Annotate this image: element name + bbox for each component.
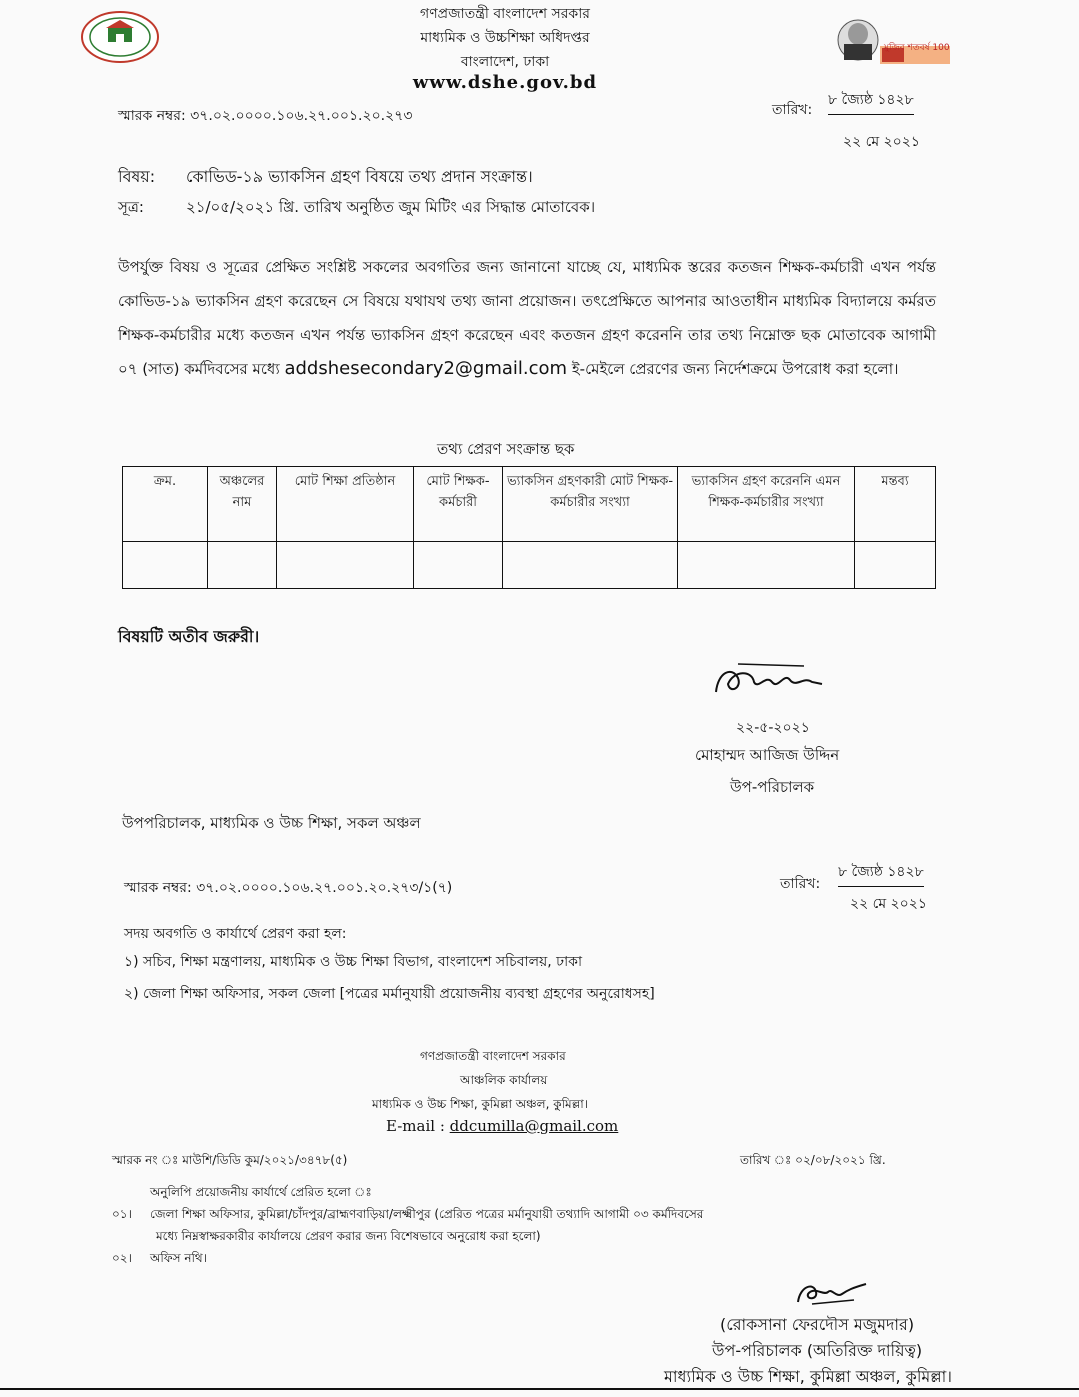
regional-item1-line2: মধ্যে নিম্নস্বাক্ষরকারীর কার্যালয়ে প্রেরণ করার জন্য বিশেষভাবে অনুরোধ করা হলো) [156,1229,541,1243]
regional-address: মাধ্যমিক ও উচ্চ শিক্ষা, কুমিল্লা অঞ্চল, কুমিল্লা। [372,1097,589,1111]
signature-2 [792,1276,872,1308]
signatory2-name: (রোকসানা ফেরদৌস মজুমদার) [720,1315,915,1334]
header-gov-line: গণপ্রজাতন্ত্রী বাংলাদেশ সরকার [420,6,590,22]
memo2-number: স্মারক নম্বর: ৩৭.০২.০০০০.১০৬.২৭.০০১.২০.২৭৩/১(৭) [124,880,453,896]
regional-email: ddcumilla@gmail.com [449,1117,619,1135]
reference-text: ২১/০৫/২০২১ খ্রি. তারিখ অনুষ্ঠিত জুম মিটিং এর সিদ্ধান্ত মোতাবেক। [186,198,596,216]
signatory2-office: মাধ্যমিক ও উচ্চ শিক্ষা, কুমিল্লা অঞ্চল, কুমিল্লা। [664,1367,953,1386]
header-dept-line: মাধ্যমিক ও উচ্চশিক্ষা অধিদপ্তর [420,30,590,46]
col-vaccinated: ভ্যাকসিন গ্রহণকারী মোট শিক্ষক-কর্মচারীর সংখ্যা [503,467,678,542]
memo-date-english: ২২ মে ২০২১ [843,134,920,150]
body-email: addshesecondary2@gmail.com [284,358,568,379]
table-cell [208,542,277,589]
col-total-staff: মোট শিক্ষক-কর্মচারী [414,467,503,542]
col-region: অঞ্চলের নাম [208,467,277,542]
regional-copy-intro: অনুলিপি প্রয়োজনীয় কার্যার্থে প্রেরিত হলো ঃ [150,1185,372,1199]
info-table [122,466,936,589]
table-title: তথ্য প্রেরণ সংক্রান্ত ছক [437,440,575,458]
regional-gov-line: গণপ্রজাতন্ত্রী বাংলাদেশ সরকার [420,1049,566,1063]
signature-1 [708,654,828,704]
logo-text: মুজিব শতবর্ষ 100 [884,43,950,53]
header-place-line: বাংলাদেশ, ঢাকা [460,54,550,70]
regional-item1-no: ০১। [112,1207,132,1221]
col-remarks: মন্তব্য [855,467,936,542]
mujib-borsho-logo [828,10,952,70]
dshe-logo [80,10,160,64]
signatory1-title: উপ-পরিচালক [730,778,815,796]
table-header-row [123,467,936,542]
memo2-copy-2: ২) জেলা শিক্ষা অফিসার, সকল জেলা [পত্রের মর্মানুযায়ী প্রয়োজনীয় ব্যবস্থা গ্রহণের অনুরোধসহ] [124,986,655,1002]
reference-label: সূত্র: [118,198,144,216]
regional-item1-line1: জেলা শিক্ষা অফিসার, কুমিল্লা/চাঁদপুর/ব্রাহ্মণবাড়িয়া/লক্ষ্মীপুর (প্রেরিত পত্রের মর্মানুযায়ী তথ্যাদি আগামী ০৩ কর্মদিবসের [150,1207,704,1221]
col-institutions: মোট শিক্ষা প্রতিষ্ঠান [277,467,414,542]
memo2-copy-1: ১) সচিব, শিক্ষা মন্ত্রণালয়, মাধ্যমিক ও উচ্চ শিক্ষা বিভাগ, বাংলাদেশ সচিবালয়, ঢাকা [124,954,583,970]
memo-date-bangla: ৮ জ্যৈষ্ঠ ১৪২৮ [828,88,914,115]
table-cell [678,542,855,589]
regional-date: তারিখ ঃ ০২/০৮/২০২১ খ্রি. [740,1153,886,1167]
urgent-note: বিষয়টি অতীব জরুরী। [118,627,260,646]
header-website: www.dshe.gov.bd [412,72,598,93]
memo2-date-label: তারিখ: [780,876,821,892]
subject-label: বিষয়: [118,167,156,186]
subject-text: কোভিড-১৯ ভ্যাকসিন গ্রহণ বিষয়ে তথ্য প্রদান সংক্রান্ত। [186,167,533,186]
memo-number: স্মারক নম্বর: ৩৭.০২.০০০০.১০৬.২৭.০০১.২০.২৭৩ [118,108,413,124]
regional-office: আঞ্চলিক কার্যালয় [460,1073,548,1087]
signatory1-date: ২২-৫-২০২১ [736,720,810,736]
col-not-vaccinated: ভ্যাকসিন গ্রহণ করেননি এমন শিক্ষক-কর্মচারীর সংখ্যা [678,467,855,542]
table-cell [855,542,936,589]
table-cell [503,542,678,589]
regional-item2-no: ০২। [112,1251,132,1265]
table-cell [414,542,503,589]
signatory1-name: মোহাম্মদ আজিজ উদ্দিন [695,746,840,764]
regional-email-line: E-mail : ddcumilla@gmail.com [386,1117,619,1135]
table-cell [123,542,208,589]
memo2-date-bangla: ৮ জ্যৈষ্ঠ ১৪২৮ [838,860,924,887]
memo2-date-english: ২২ মে ২০২১ [850,896,927,912]
regional-item2: অফিস নথি। [150,1251,207,1265]
body-paragraph: উপর্যুক্ত বিষয় ও সূত্রের প্রেক্ষিত সংশ্লিষ্ট সকলের অবগতির জন্য জানানো যাচ্ছে যে, মাধ্যমিক স্তরের কতজন শিক্ষক-কর্মচারী এখন পর্যন্ত কোভিড-১৯ ভ্যাকসিন গ্রহণ করেছেন সে বিষয়ে যথাযথ তথ্য জানা প্রয়োজন। তৎপ্রেক্ষিতে আপনার আওতাধীন মাধ্যমিক বিদ্যালয়ে কর্মরত শিক্ষক-কর্মচারীর মধ্যে কতজন এখন পর্যন্ত ভ্যাকসিন গ্রহণ করেছেন এবং কতজন গ্রহণ করেননি তার তথ্য নিম্নোক্ত ছক মোতাবেক আগামী ০৭ (সাত) কর্মদিবসের মধ্যে addshesecondary2@gmail.com ই-মেইলে প্রেরণের জন্য নির্দেশক্রমে উপরোধ করা হলো। [118,258,936,379]
memo-date-label: তারিখ: [772,102,813,118]
regional-memo-no: স্মারক নং ঃ মাউশি/ডিডি কুম/২০২১/৩৪৭৮(৫) [112,1153,348,1167]
recipient: উপপরিচালক, মাধ্যমিক ও উচ্চ শিক্ষা, সকল অঞ্চল [122,814,421,832]
signatory2-title: উপ-পরিচালক (অতিরিক্ত দায়িত্ব) [712,1341,923,1360]
col-serial: ক্রম. [123,467,208,542]
memo2-copy-intro: সদয় অবগতি ও কার্যার্থে প্রেরণ করা হল: [124,926,347,942]
table-cell [277,542,414,589]
bottom-rule [0,1388,1079,1390]
table-row [123,542,936,589]
